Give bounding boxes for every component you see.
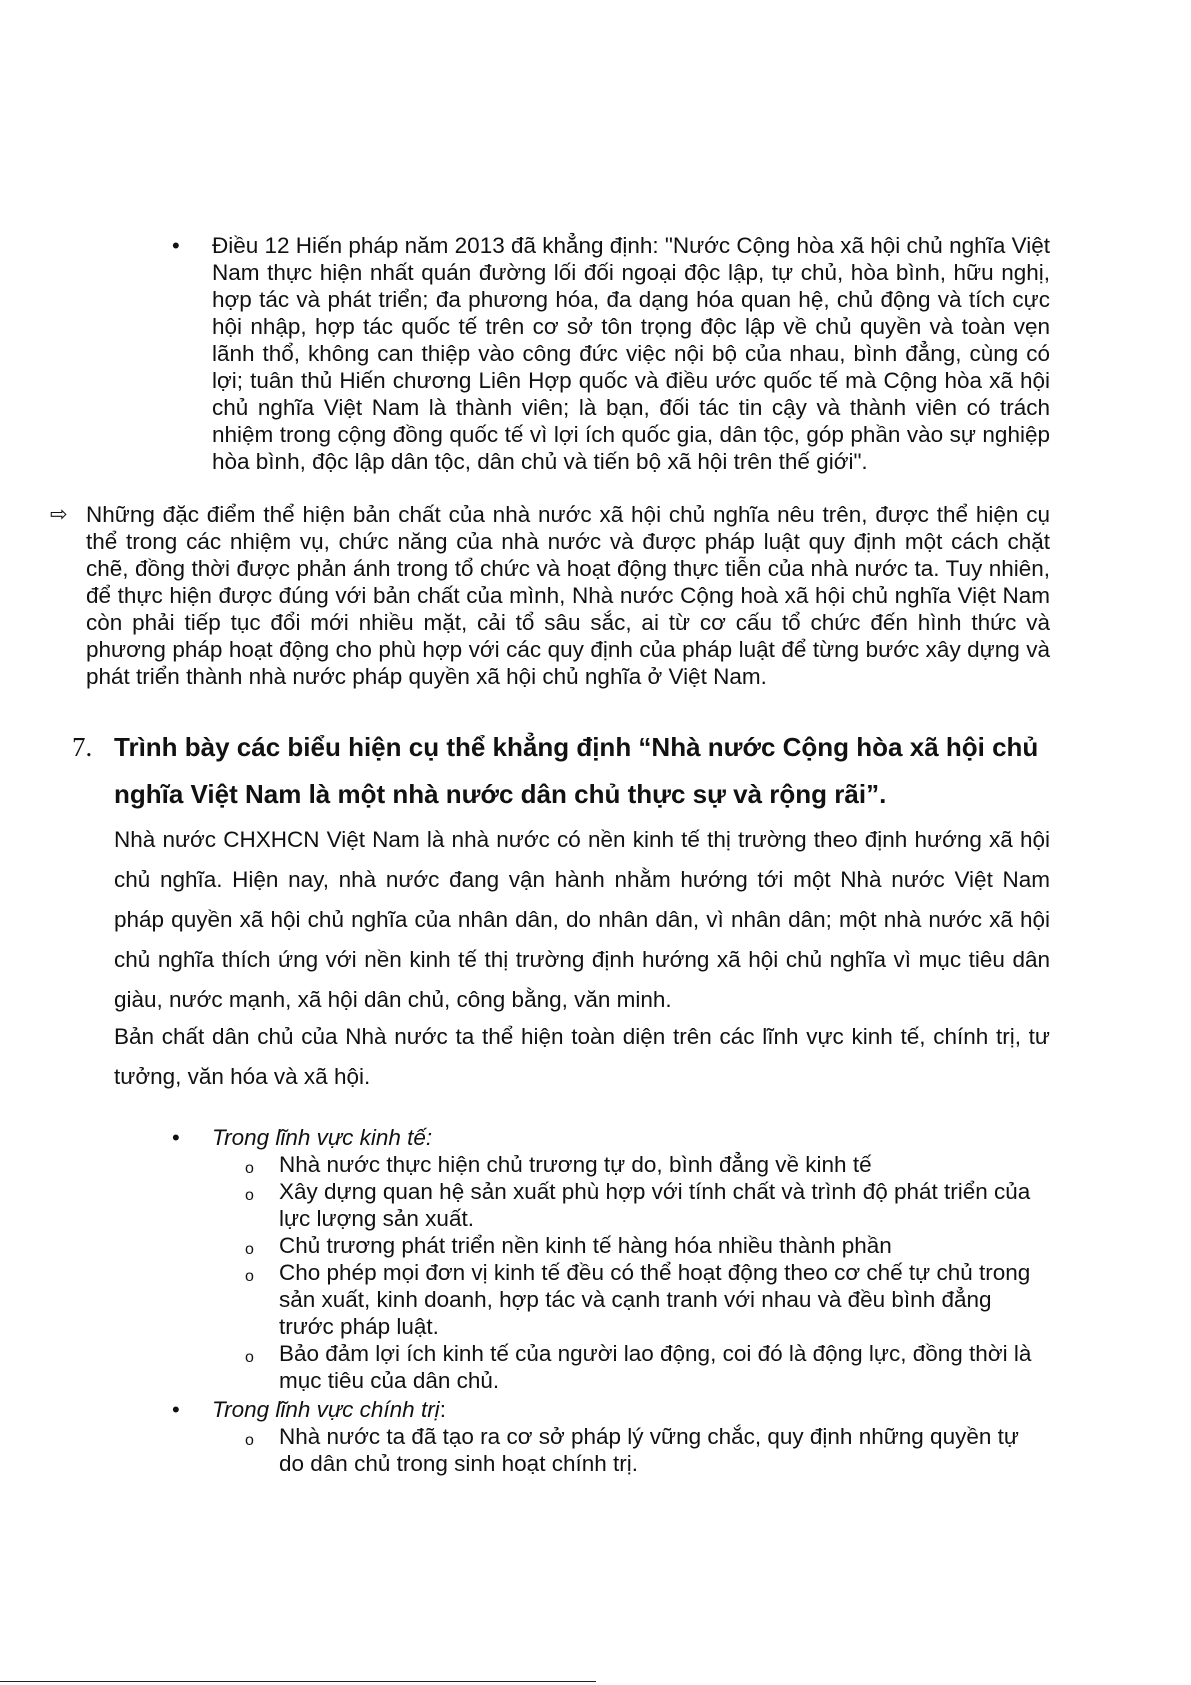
conclusion-block (50, 501, 1050, 690)
constitution-article-bullet (172, 232, 1050, 475)
sub-bullet-marker: o (245, 1268, 254, 1285)
sub-list (245, 1151, 1050, 1394)
section-economy (172, 1124, 1050, 1394)
list-item-text: Nhà nước thực hiện chủ trương tự do, bình đẳng về kinh tế (279, 1152, 872, 1177)
question-number: 7. (72, 732, 93, 762)
question-title: Trình bày các biểu hiện cụ thể khẳng định “Nhà nước Cộng hòa xã hội chủ nghĩa Việt Nam là một nhà nước dân chủ thực sự và rộng rãi”. (114, 732, 1039, 809)
list-item (245, 1178, 1050, 1232)
conclusion-text: Những đặc điểm thể hiện bản chất của nhà nước xã hội chủ nghĩa nêu trên, được thể hiện cụ thể trong các nhiệm vụ, chức năng của nhà nước và được pháp luật quy định một cách chặt chẽ, đồng thời được phản ánh trong tổ chức và hoạt động thực tiễn của nhà nước ta. Tuy nhiên, để thực hiện được đúng với bản chất của mình, Nhà nước Cộng hoà xã hội chủ nghĩa Việt Nam còn phải tiếp tục đổi mới nhiều mặt, cải tổ sâu sắc, ai từ cơ cấu tổ chức đến hình thức và phương pháp hoạt động cho phù hợp với các quy định của pháp luật để từng bước xây dựng và phát triển thành nhà nước pháp quyền xã hội chủ nghĩa ở Việt Nam. (86, 502, 1050, 689)
question-heading (72, 724, 1052, 818)
sub-list (245, 1423, 1050, 1477)
bullet-marker: • (172, 1125, 180, 1150)
list-item-text: Chủ trương phát triển nền kinh tế hàng hóa nhiều thành phần (279, 1233, 892, 1258)
constitution-article-text: Điều 12 Hiến pháp năm 2013 đã khẳng định: "Nước Cộng hòa xã hội chủ nghĩa Việt Nam thực hiện nhất quán đường lối đối ngoại độc lập, tự chủ, hòa bình, hữu nghị, hợp tác và phát triển; đa phương hóa, đa dạng hóa quan hệ, chủ động và tích cực hội nhập, hợp tác quốc tế trên cơ sở tôn trọng độc lập về chủ quyền và toàn vẹn lãnh thổ, không can thiệp vào công đức việc nội bộ của nhau, bình đẳng, cùng có lợi; tuân thủ Hiến chương Liên Hợp quốc và điều ước quốc tế mà Cộng hòa xã hội chủ nghĩa Việt Nam là thành viên; là bạn, đối tác tin cậy và thành viên có trách nhiệm trong cộng đồng quốc tế vì lợi ích quốc gia, dân tộc, góp phần vào sự nghiệp hòa bình, độc lập dân tộc, dân chủ và tiến bộ xã hội trên thế giới". (212, 233, 1050, 474)
list-item-text: Xây dựng quan hệ sản xuất phù hợp với tính chất và trình độ phát triển của lực lượng sản xuất. (279, 1179, 1031, 1231)
sub-bullet-marker: o (245, 1187, 254, 1204)
list-item (245, 1232, 1050, 1259)
answer-paragraph: Nhà nước CHXHCN Việt Nam là nhà nước có nền kinh tế thị trường theo định hướng xã hội chủ nghĩa. Hiện nay, nhà nước đang vận hành nhằm hướng tới một Nhà nước Việt Nam pháp quyền xã hội chủ nghĩa của nhân dân, do nhân dân, vì nhân dân; một nhà nước xã hội chủ nghĩa thích ứng với nền kinh tế thị trường định hướng xã hội chủ nghĩa vì mục tiêu dân giàu, nước mạnh, xã hội dân chủ, công bằng, văn minh. (114, 827, 1050, 1012)
list-item (245, 1151, 1050, 1178)
list-item-text: Nhà nước ta đã tạo ra cơ sở pháp lý vững chắc, quy định những quyền tự do dân chủ trong sinh hoạt chính trị. (279, 1424, 1019, 1476)
sub-bullet-marker: o (245, 1241, 254, 1258)
section-label (212, 1396, 1050, 1423)
section-label: Trong lĩnh vực kinh tế: (212, 1125, 433, 1150)
section-label-colon: : (439, 1397, 446, 1422)
list-item-text: Cho phép mọi đơn vị kinh tế đều có thể hoạt động theo cơ chế tự chủ trong sản xuất, kinh doanh, hợp tác và cạnh tranh với nhau và đều bình đẳng trước pháp luật. (279, 1260, 1031, 1339)
bullet-marker: • (172, 233, 180, 258)
list-item-text: Bảo đảm lợi ích kinh tế của người lao động, coi đó là động lực, đồng thời là mục tiêu của dân chủ. (279, 1341, 1032, 1393)
list-item (245, 1259, 1050, 1340)
section-politics (172, 1396, 1050, 1477)
section-label-text: Trong lĩnh vực chính trị (212, 1397, 440, 1422)
arrow-right-icon: ⇨ (50, 503, 68, 526)
sub-bullet-marker: o (245, 1432, 254, 1449)
bullet-marker: • (172, 1397, 180, 1422)
answer-paragraph: Bản chất dân chủ của Nhà nước ta thể hiện toàn diện trên các lĩnh vực kinh tế, chính trị, tư tưởng, văn hóa và xã hội. (114, 1024, 1050, 1089)
list-item (245, 1340, 1050, 1394)
list-item (245, 1423, 1050, 1477)
footnote-separator (0, 1681, 596, 1682)
sub-bullet-marker: o (245, 1160, 254, 1177)
sub-bullet-marker: o (245, 1349, 254, 1366)
